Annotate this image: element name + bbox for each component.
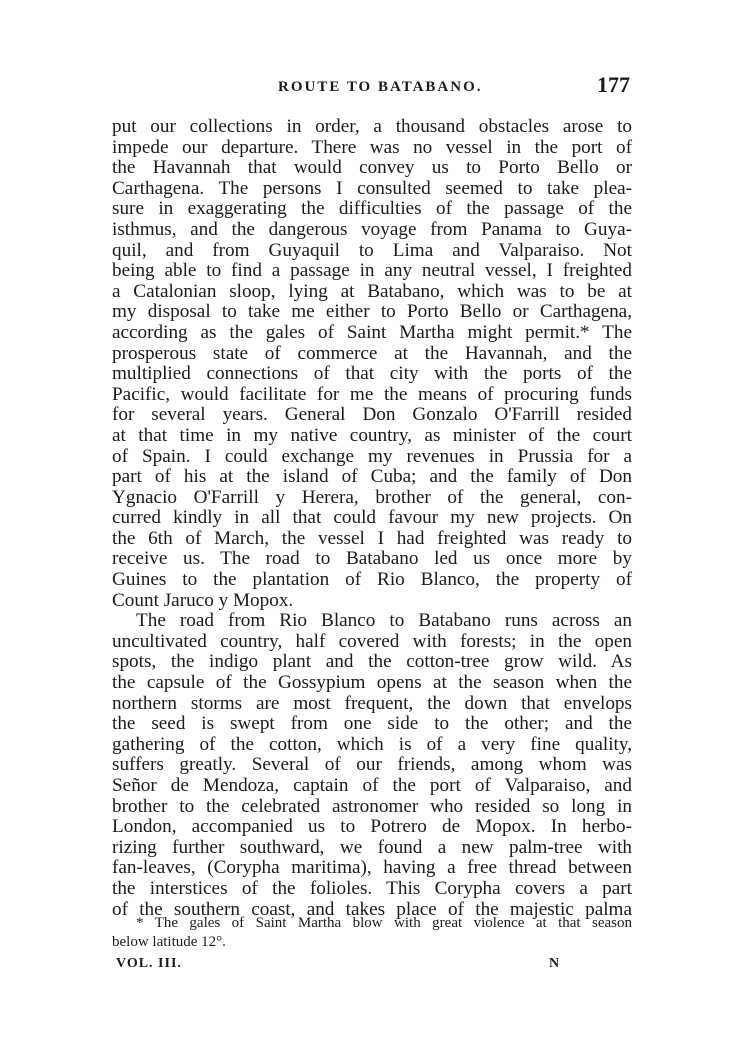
footnote-line: below latitude 12°. xyxy=(112,934,226,950)
text-line: of the southern coast, and takes place of the majestic palma xyxy=(112,898,632,920)
volume-label: VOL. III. xyxy=(116,956,182,971)
text-line: put our collections in order, a thousand obstacles arose to xyxy=(112,116,632,137)
page-number: 177 xyxy=(597,72,630,97)
text-line: part of his at the island of Cuba; and the family of Don xyxy=(112,466,632,488)
text-line: Guines to the plantation of Rio Blanco, the property of xyxy=(112,569,632,591)
text-line: for several years. General Don Gonzalo O'Farrill resided xyxy=(112,404,632,426)
signature-mark: N xyxy=(549,956,560,971)
text-line: suffers greatly. Several of our friends, among whom was xyxy=(112,754,632,776)
text-line: the interstices of the folioles. This Corypha covers a part xyxy=(112,877,632,899)
text-line: at that time in my native country, as minister of the court xyxy=(112,424,632,446)
text-line: Señor de Mendoza, captain of the port of Valparaiso, and xyxy=(112,775,632,796)
text-line: spots, the indigo plant and the cotton-tree grow wild. As xyxy=(112,651,632,673)
text-line: northern storms are most frequent, the down that envelops xyxy=(112,692,632,714)
text-line: curred kindly in all that could favour my new projects. On xyxy=(112,507,632,529)
body-text xyxy=(112,117,632,920)
text-line: Pacific, would facilitate for me the means of procuring funds xyxy=(112,383,632,405)
text-line: my disposal to take me either to Porto Bello or Carthagena, xyxy=(112,301,632,323)
text-line: Ygnacio O'Farrill y Herera, brother of the general, con- xyxy=(112,486,632,508)
text-line: multiplied connections of that city with the ports of the xyxy=(112,363,632,385)
text-line: the capsule of the Gossypium opens at the season when the xyxy=(112,672,632,694)
text-line: uncultivated country, half covered with forests; in the open xyxy=(112,630,632,652)
text-line: isthmus, and the dangerous voyage from Panama to Guya- xyxy=(112,218,632,240)
text-line: The road from Rio Blanco to Batabano runs across an xyxy=(136,610,632,632)
text-line: brother to the celebrated astronomer who resided so long in xyxy=(112,795,632,817)
page-header xyxy=(112,72,632,106)
footnote xyxy=(112,914,632,952)
text-line: fan-leaves, (Corypha maritima), having a free thread between xyxy=(112,857,632,879)
text-line: London, accompanied us to Potrero de Mopox. In herbo- xyxy=(112,816,632,838)
text-line: quil, and from Guyaquil to Lima and Valparaiso. Not xyxy=(112,239,632,261)
text-line: the seed is swept from one side to the other; and the xyxy=(112,713,632,735)
text-line: gathering of the cotton, which is of a very fine quality, xyxy=(112,733,632,755)
text-line: prosperous state of commerce at the Havannah, and the xyxy=(112,342,632,364)
text-line: the 6th of March, the vessel I had freighted was ready to xyxy=(112,527,632,549)
footnote-line: * The gales of Saint Martha blow with great violence at that season xyxy=(136,915,632,931)
text-line: of Spain. I could exchange my revenues in Prussia for a xyxy=(112,445,632,467)
text-line: rizing further southward, we found a new palm-tree with xyxy=(112,836,632,858)
text-line: Count Jaruco y Mopox. xyxy=(112,589,294,611)
text-line: sure in exaggerating the difficulties of the passage of the xyxy=(112,198,632,220)
text-line: receive us. The road to Batabano led us once more by xyxy=(112,548,632,570)
text-line: Carthagena. The persons I consulted seemed to take plea- xyxy=(112,177,632,199)
text-line: a Catalonian sloop, lying at Batabano, which was to be at xyxy=(112,280,632,302)
text-line: impede our departure. There was no vessel in the port of xyxy=(112,136,632,158)
text-line: the Havannah that would convey us to Porto Bello or xyxy=(112,157,632,179)
text-line: being able to find a passage in any neutral vessel, I freighted xyxy=(112,260,632,282)
running-head: ROUTE TO BATABANO. xyxy=(278,79,483,95)
page-footer xyxy=(112,956,632,978)
text-line: according as the gales of Saint Martha might permit.* The xyxy=(112,321,632,343)
